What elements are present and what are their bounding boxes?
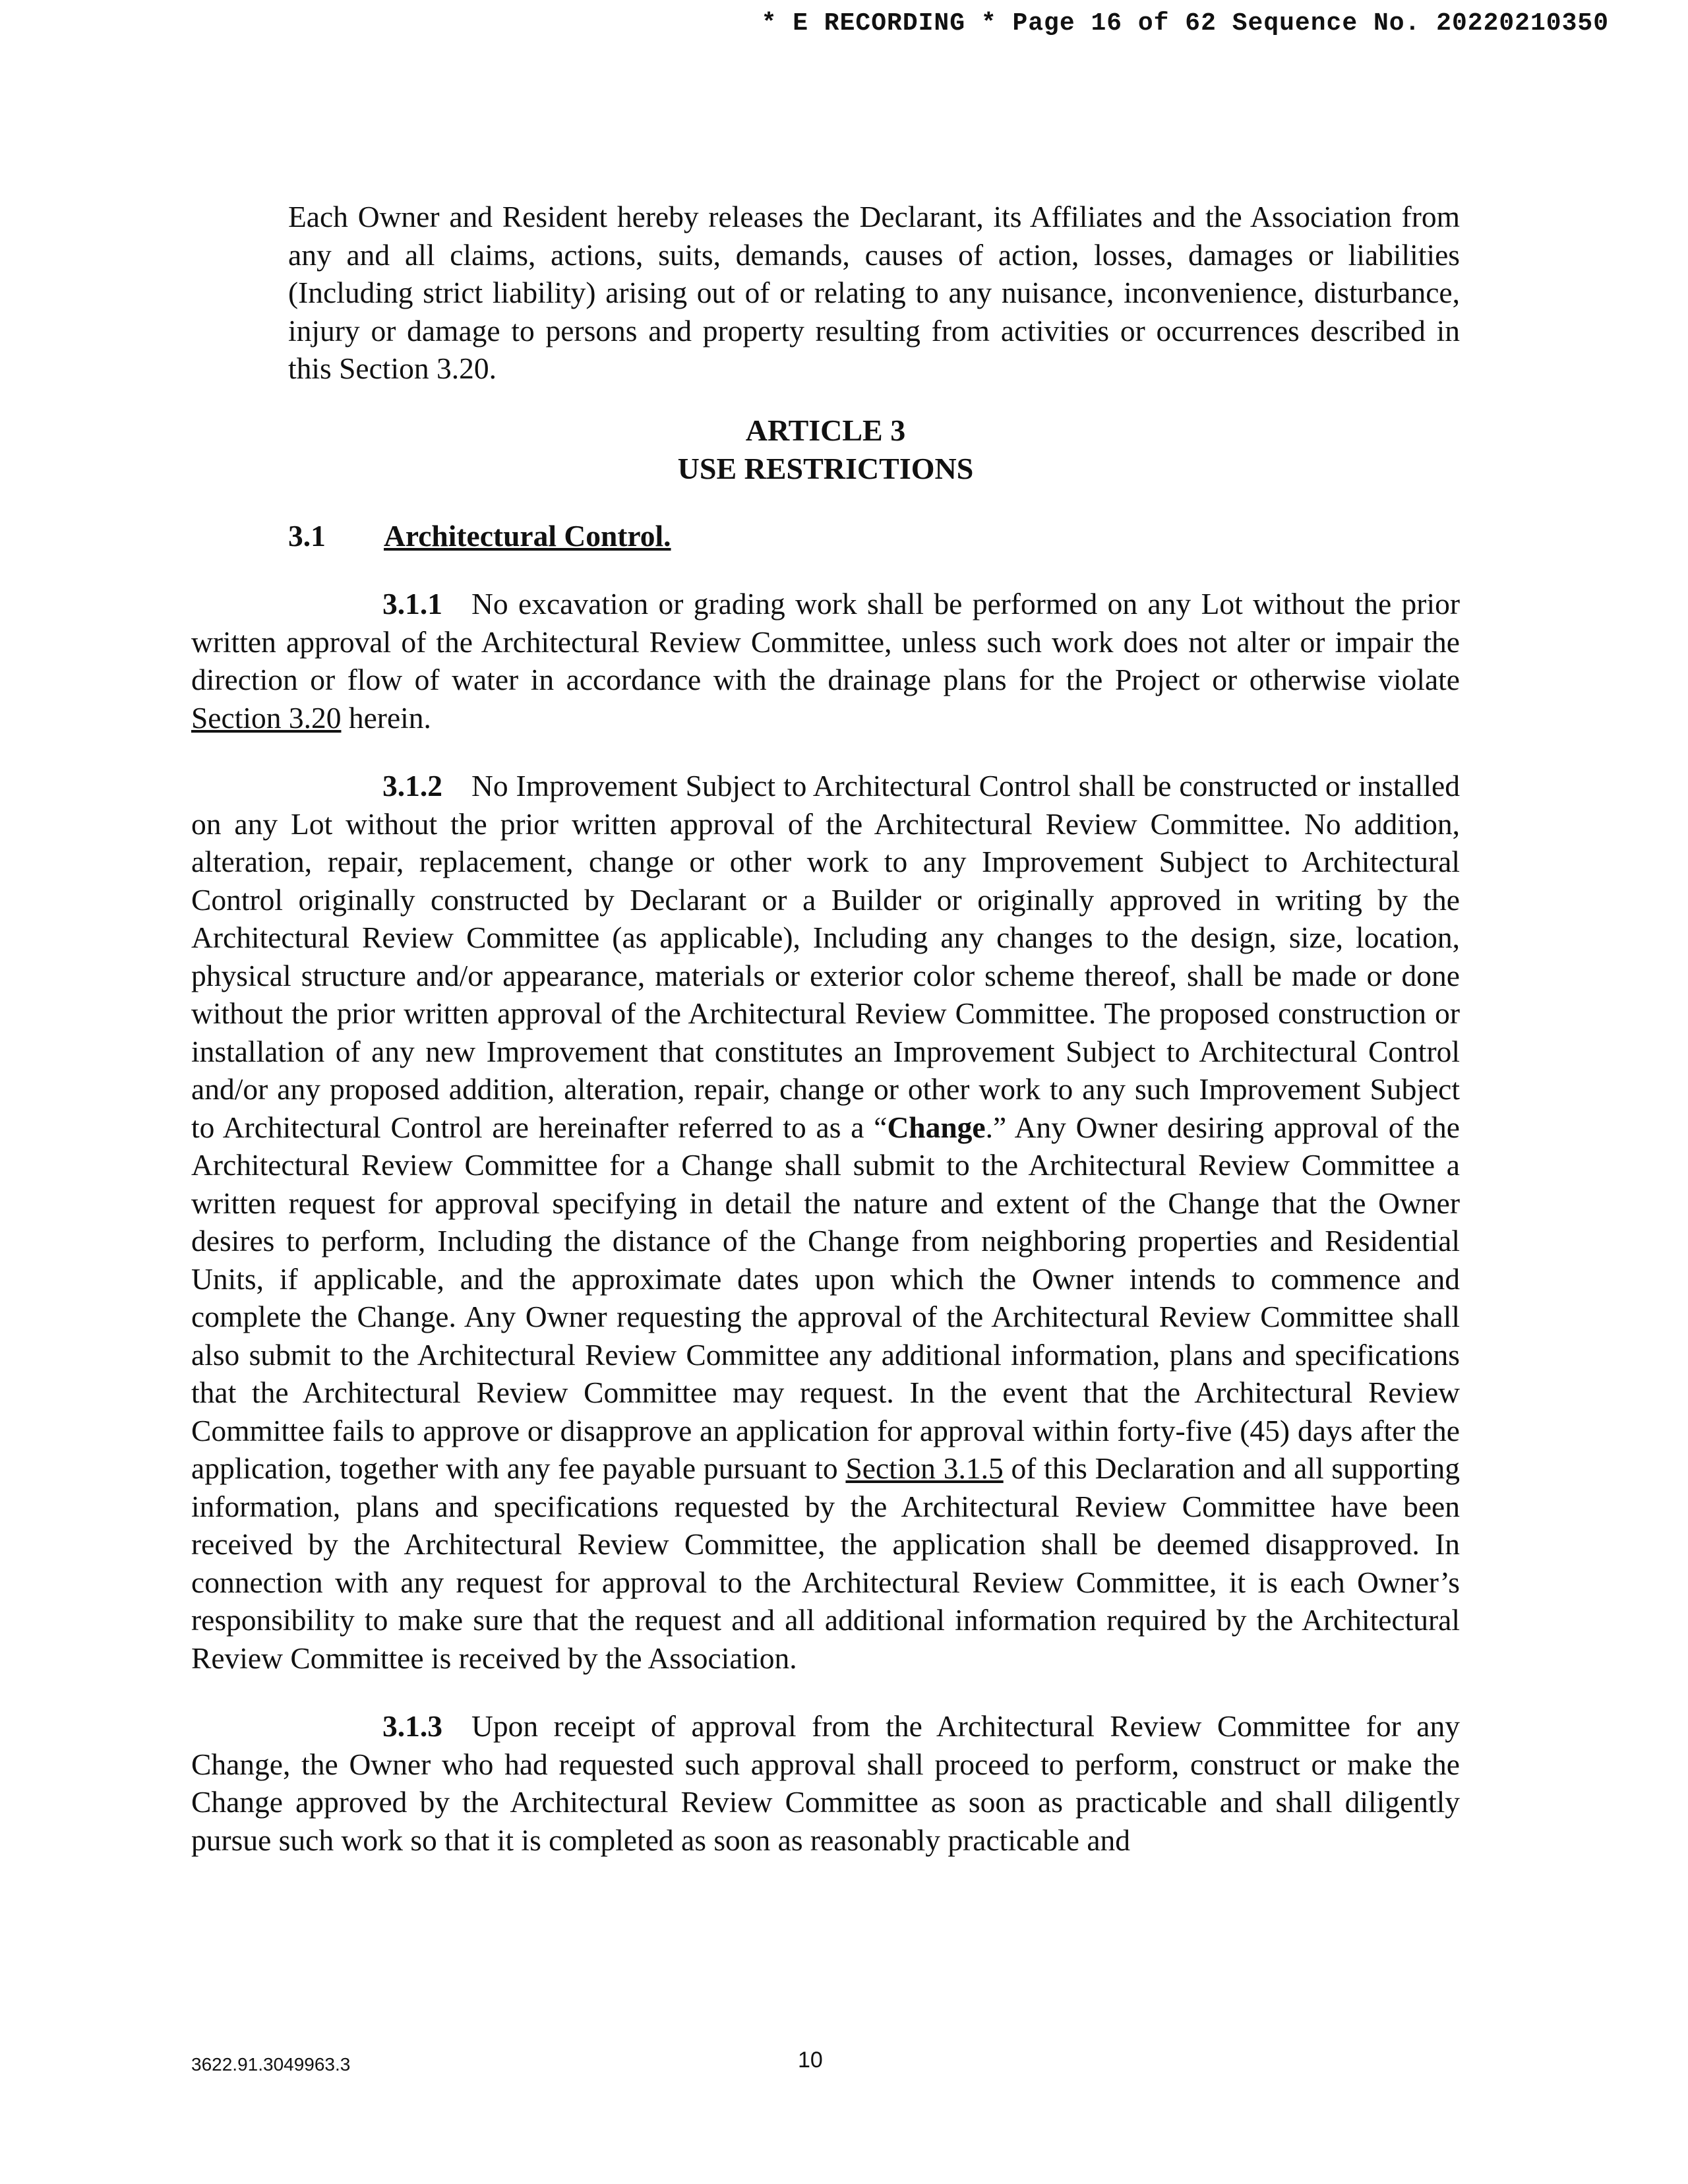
section-heading (288, 517, 1460, 555)
subsection-text-end: herein. (341, 700, 431, 735)
defined-term: Change (887, 1110, 986, 1144)
subsection-3-1-2 (191, 767, 1460, 1677)
article-title: USE RESTRICTIONS (677, 451, 974, 485)
section-title: Architectural Control. (384, 518, 671, 553)
section-reference-link: Section 3.20 (191, 700, 342, 735)
article-number: ARTICLE 3 (745, 413, 906, 447)
release-paragraph: Each Owner and Resident hereby releases the Declarant, its Affiliates and the Association from any and all claims, actions, suits, demands, causes of action, losses, damages or liabilities (Including strict liability) arising out of or relating to any nuisance, inconvenience, disturbance, injury or damage to persons and property resulting from activities or occurrences described in this Section 3.20. (288, 200, 1460, 385)
subsection-3-1-3 (191, 1707, 1460, 1859)
subsection-number: 3.1.1 (382, 587, 442, 621)
subsection-3-1-1 (191, 585, 1460, 737)
subsection-text-continued: .” Any Owner desiring approval of the Architectural Review Committee for a Change shall submit to the Architectural Review Committee a written request for approval specifying in detail the nature and extent of the Change that the Owner desires to perform, Including the distance of the Change from neighboring properties and Residential Units, if applicable, and the approximate dates upon which the Owner intends to commence and complete the Change. Any Owner requesting the approval of the Architectural Review Committee shall also submit to the Architectural Review Committee any additional information, plans and specifications that the Architectural Review Committee may request. In the event that the Architectural Review Committee fails to approve or disapprove an application for approval within forty-five (45) days after the application, together with any fee payable pursuant to (191, 1110, 1461, 1485)
subsection-number: 3.1.3 (382, 1709, 442, 1743)
recording-stamp: * E RECORDING * Page 16 of 62 Sequence No. 20220210350 (761, 9, 1609, 38)
subsection-number: 3.1.2 (382, 769, 442, 803)
subsection-text: Upon receipt of approval from the Architectural Review Committee for any Change, the Owner who had requested such approval shall proceed to perform, construct or make the Change approved by the Architectural Review Committee as soon as practicable and shall diligently pursue such work so that it is completed as soon as reasonably practicable and (191, 1709, 1460, 1857)
section-reference-link: Section 3.1.5 (845, 1451, 1004, 1485)
article-heading (191, 411, 1460, 488)
footer-document-id: 3622.91.3049963.3 (191, 2054, 351, 2075)
subsection-text: No excavation or grading work shall be performed on any Lot without the prior written approval of the Architectural Review Committee, unless such work does not alter or impair the direction or flow of water in accordance with the drainage plans for the Project or otherwise violate (191, 587, 1460, 696)
section-number: 3.1 (288, 518, 326, 553)
document-body (191, 198, 1460, 1859)
footer-page-number: 10 (798, 2048, 823, 2073)
subsection-text: No Improvement Subject to Architectural Control shall be constructed or installed on any Lot without the prior written approval of the Architectural Review Committee. No addition, alteration, repair, replacement, change or other work to any Improvement Subject to Architectural Control originally constructed by Declarant or a Builder or originally approved in writing by the Architectural Review Committee (as applicable), Including any changes to the design, size, location, physical structure and/or appearance, materials or exterior color scheme thereof, shall be made or done without the prior written approval of the Architectural Review Committee. The proposed construction or installation of any new Improvement that constitutes an Improvement Subject to Architectural Control and/or any proposed addition, alteration, repair, change or other work to any such Improvement Subject to Architectural Control are hereinafter referred to as a “ (191, 769, 1460, 1144)
subsection-text-end: of this Declaration and all supporting information, plans and specifications requested by the Architectural Review Committee have been received by the Architectural Review Committee, the application shall be deemed disapproved. In connection with any request for approval to the Architectural Review Committee, it is each Owner’s responsibility to make sure that the request and all additional information required by the Architectural Review Committee is received by the Association. (191, 1451, 1460, 1675)
